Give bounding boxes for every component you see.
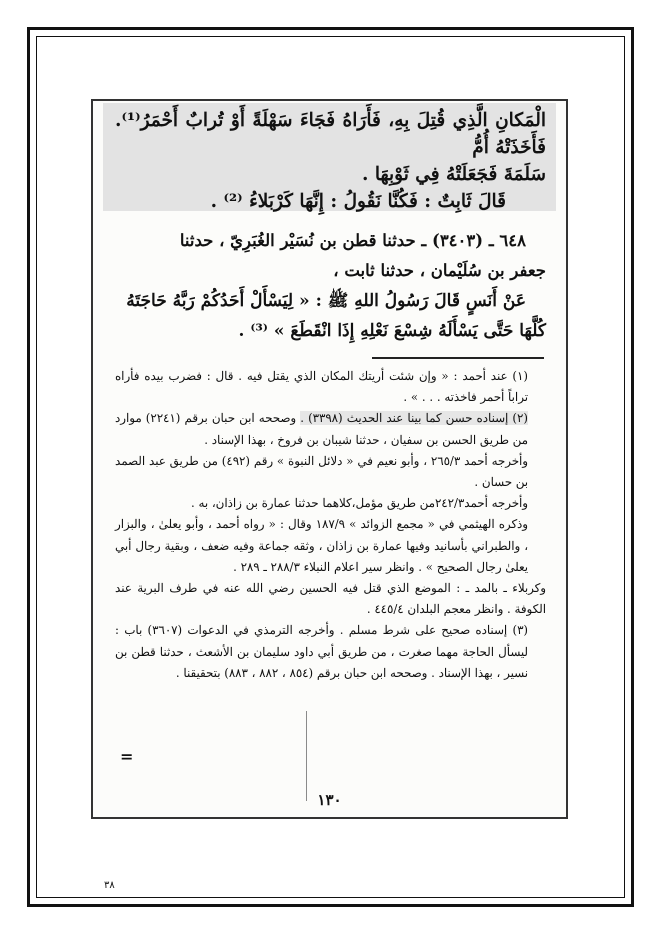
hadith-648-line3: عَنْ أَنَسٍ قَالَ رَسُولُ اللهِ ﷺ : « لِيَسْأَلْ أَحَدُكُمْ رَبَّهُ حَاجَتَهُ (126, 291, 526, 311)
footnote-2b: وأخرجه أحمد ٢٦٥/٣ ، وأبو نعيم في « دلائل النبوة » رقم (٤٩٢) من طريق عبد الصمد بن حسان . (115, 453, 528, 490)
footnote-2e: وكربلاء ـ بالمد ـ : الموضع الذي قتل فيه الحسين رضي الله عنه في طرف البرية عند الكوفة . وانظر معجم البلدان ٤٤٥/٤ . (115, 581, 546, 617)
hadith-648-line1: ٦٤٨ ـ (٣٤٠٣) ـ حدثنا قطن بن نُسَيْر الغُبَرِيّ ، حدثنا (179, 231, 526, 250)
hadith-648-line4: كُلَّهَا حَتَّى يَسْأَلَهُ شِسْعَ نَعْلِهِ إِذَا انْقَطَعَ » ⁽³⁾ . (238, 321, 546, 341)
footnote-2d: وذكره الهيثمي في « مجمع الزوائد » ١٨٧/٩ وقال : « رواه أحمد ، وأبو يعلىٰ ، والبزار ، والطبراني بأسانيد وفيها عمارة بن زاذان ، وثقه جماعة وفيه ضعف ، وبقية رجال أبي يعلىٰ رجال الصحيح » . وانظر سير اعلام النبلاء ٢٨٨/٣ ـ ٢٨٩ . (115, 517, 529, 574)
scan-crease-mark (306, 711, 307, 801)
footnote-2 (115, 408, 546, 450)
scan-page-number: ١٣٠ (317, 791, 342, 809)
footnote-2-highlight: (٢) إسناده حسن كما بينا عند الحديث (٣٣٩٨) . (300, 411, 528, 426)
footnote-2c: وأخرجه أحمد٢٤٢/٣من طريق مؤمل،كلاهما حدثنا عمارة بن زاذان، به . (191, 496, 528, 511)
footnote-2-rest: وصححه ابن حبان برقم (٢٢٤١) موارد من طريق الحسن بن سفيان ، حدثنا شيبان بن فروخ ، بهذا الإسناد . (115, 411, 528, 447)
hadith-top-line1: الْمَكانِ الَّذِي قُتِلَ بِهِ، فَأَرَاهُ فَجَاءَ سَهْلَةً أَوْ تُرابٌ أَحْمَرُ⁽¹⁾. فَأَخَذَتْهُ أُمُّ (115, 110, 546, 158)
continuation-mark: = (120, 747, 134, 766)
footnote-separator (372, 357, 544, 359)
hadith-648 (115, 226, 546, 346)
footnotes (115, 366, 546, 684)
hadith-648-line2: جعفر بن سُلَيْمان ، حدثنا ثابت ، (333, 261, 546, 280)
footer-page-number: ٣٨ (104, 880, 115, 891)
hadith-top-line2: سَلَمَةَ فَجَعَلَتْهُ فِي ثَوْبِهَا . (361, 164, 546, 185)
hadith-top-line3: قَالَ ثَابِتٌ : فَكُنَّا نَقُولُ : إِنَّهَا كَرْبَلاءُ ⁽²⁾ . (210, 191, 506, 212)
hadith-continuation (115, 107, 546, 215)
footnote-1: (١) عند أحمد : « وإن شئت أريتك المكان الذي يقتل فيه . قال : فضرب بيده فأراه تراباً أحمر فاخذته . . . » . (115, 369, 528, 405)
footnote-3: (٣) إسناده صحيح على شرط مسلم . وأخرجه الترمذي في الدعوات (٣٦٠٧) باب : ليسأل الحاجة مهما صغرت ، من طريق أبي داود سليمان بن الأشعث ، حدثنا قطن بن نسير ، بهذا الإسناد . وصححه ابن حبان برقم (٨٥٤ ، ٨٨٢ ، ٨٨٣) بتحقيقنا . (115, 623, 529, 680)
scanned-page (91, 99, 568, 819)
